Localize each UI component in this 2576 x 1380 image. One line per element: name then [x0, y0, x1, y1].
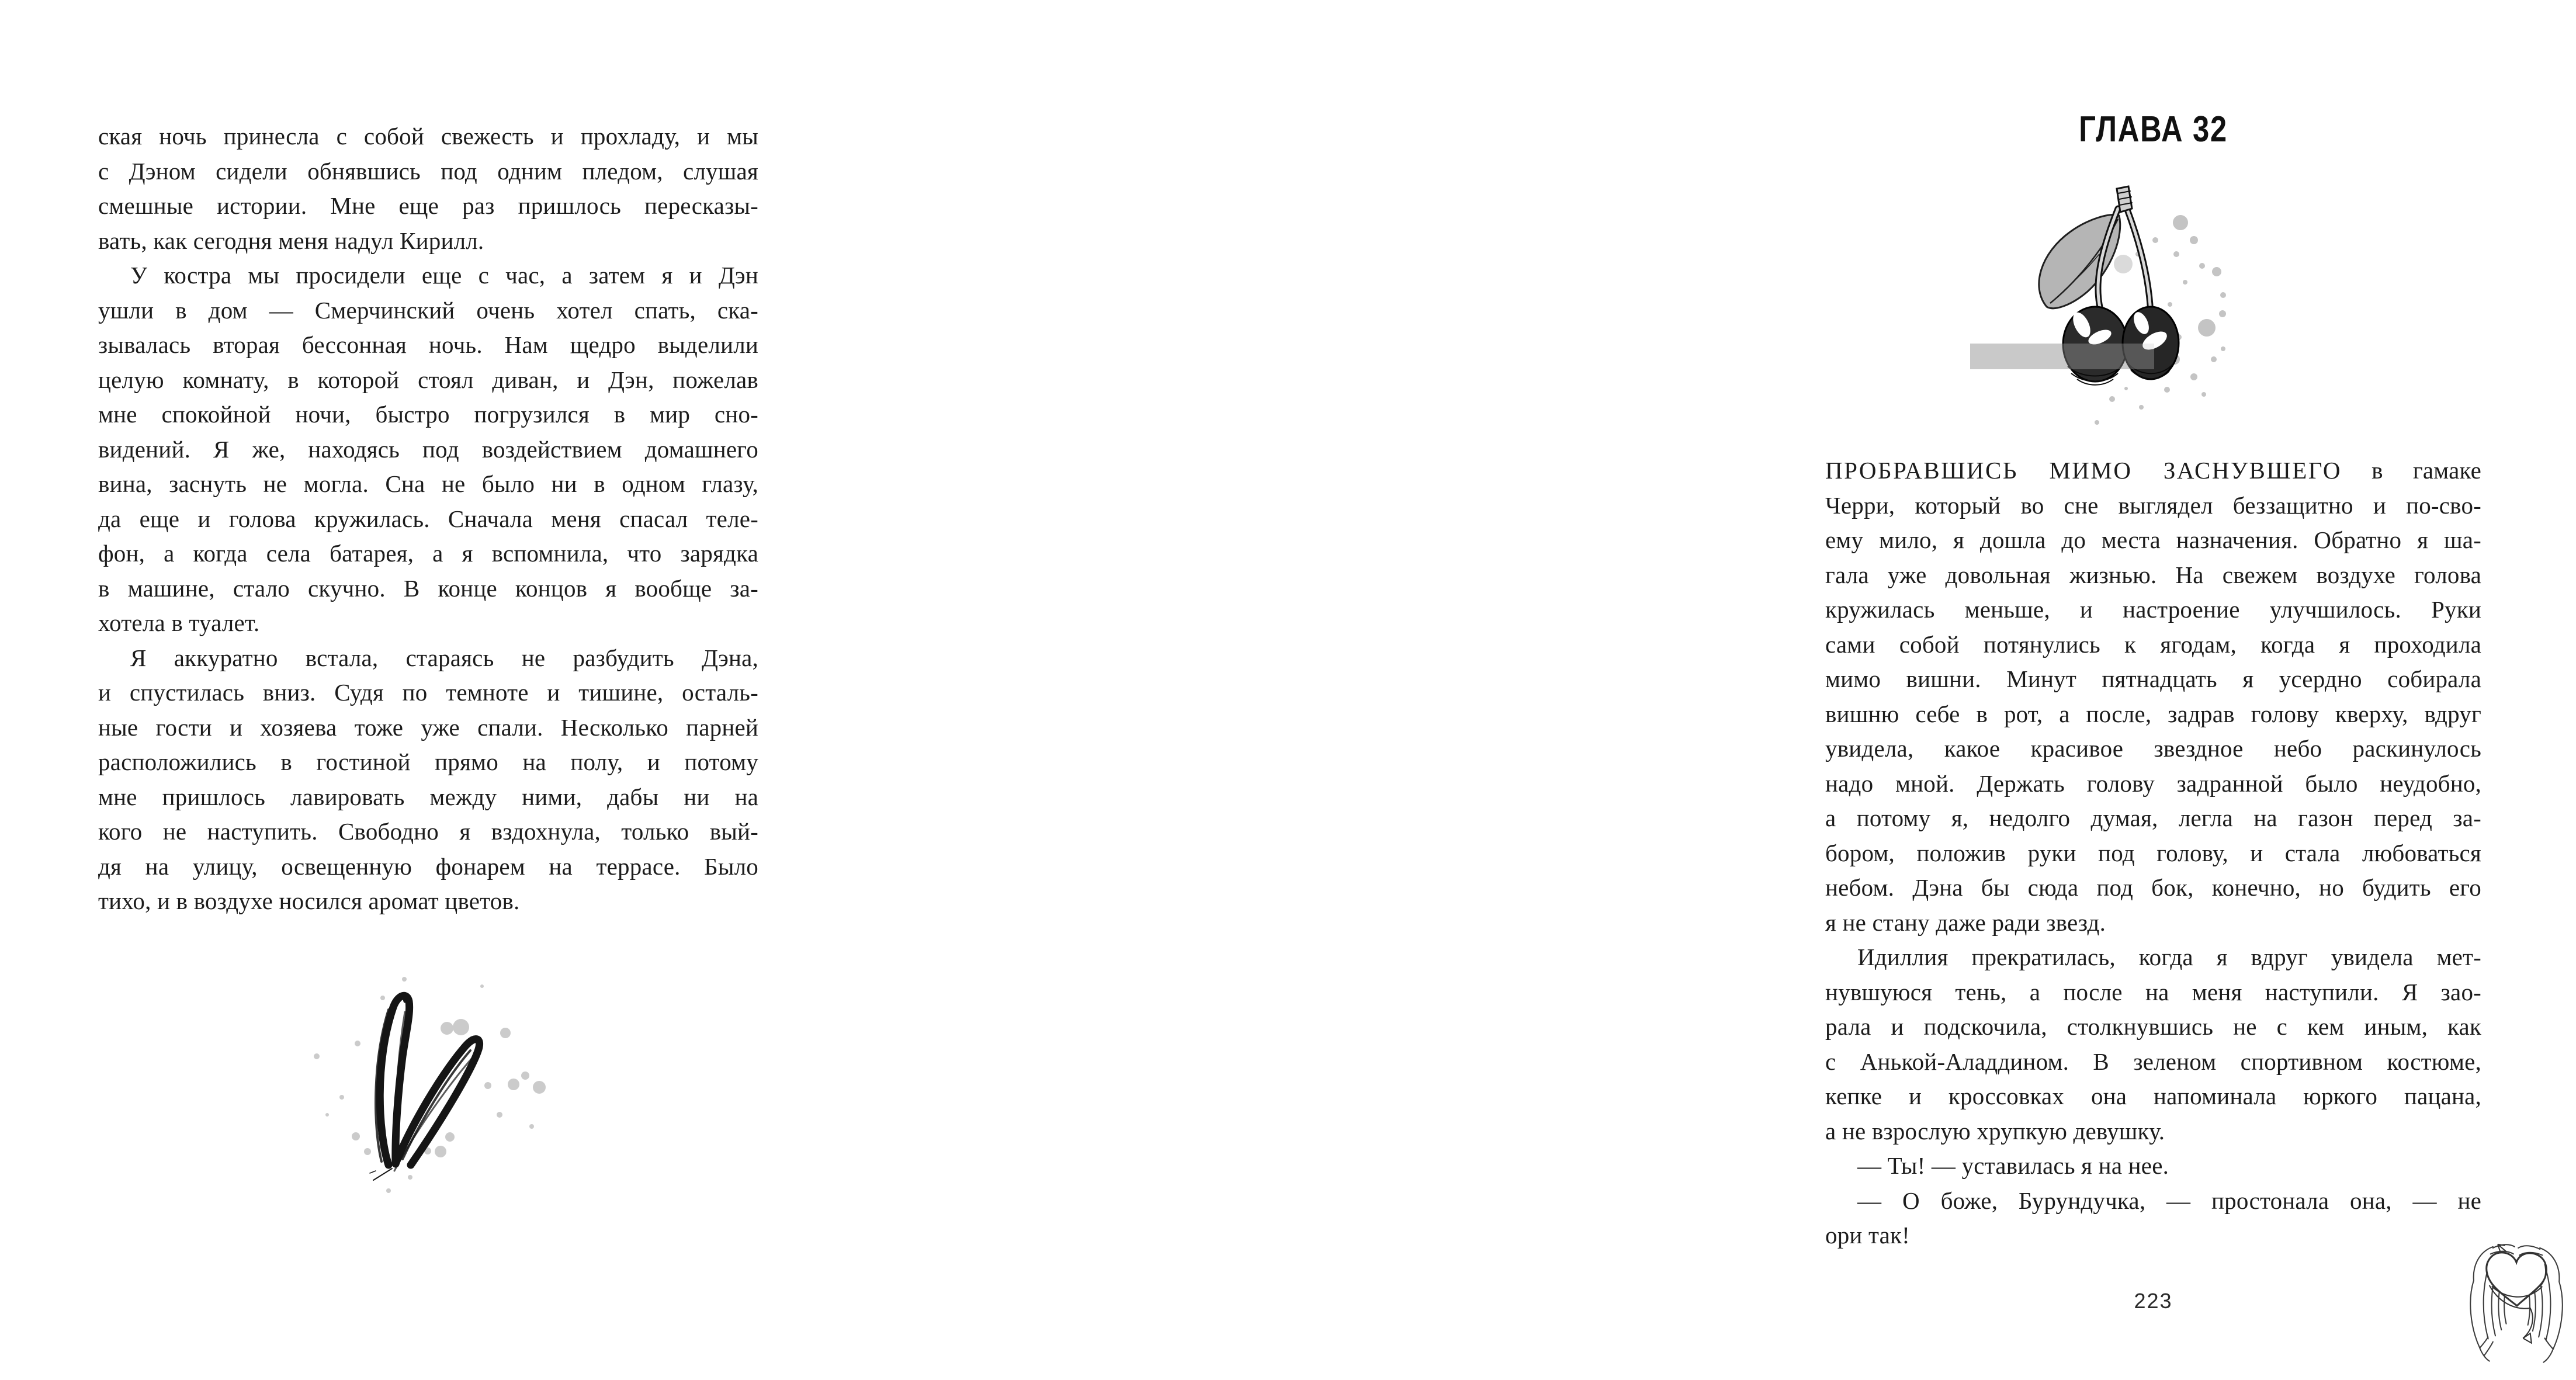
text-line: ори так! — [1825, 1222, 1910, 1249]
text-line: в машине, стало скучно. В конце концов я вообще за- — [98, 574, 758, 602]
text-line: ПРОБРАВШИСЬ МИМО ЗАСНУВШЕГО в гамаке — [1825, 457, 2481, 484]
right-page — [863, 0, 2481, 1380]
left-page-text — [98, 119, 758, 919]
paragraph — [1825, 1149, 2481, 1184]
paragraph — [1825, 1184, 2481, 1253]
text-line: мимо вишни. Минут пятнадцать я усердно собирала — [1825, 665, 2481, 692]
text-line: ская ночь принесла с собой свежесть и прохладу, и мы — [98, 123, 758, 150]
text-line: и спустилась вниз. Судя по темноте и тишине, осталь- — [98, 679, 758, 706]
paragraph — [1825, 453, 2481, 940]
splatter-dots — [314, 977, 546, 1193]
chapter-heading: ГЛАВА 32 — [2079, 109, 2228, 150]
text-line: а не взрослую хрупкую девушку. — [1825, 1117, 2165, 1145]
left-page — [0, 0, 862, 1380]
text-line: ные гости и хозяева тоже уже спали. Несколько парней — [98, 713, 758, 741]
text-line: — О боже, Бурундучка, — простонала она, — не — [1857, 1187, 2481, 1214]
cherries-illustration — [1961, 184, 2242, 435]
text-line: небом. Дэна бы сюда под бок, конечно, но будить его — [1825, 874, 2481, 901]
text-line: зывалась вторая бессонная ночь. Нам щедро выделили — [98, 331, 758, 358]
text-line: увидела, какое красивое звездное небо раскинулось — [1825, 735, 2481, 762]
paragraph — [98, 258, 758, 641]
text-line: надо мной. Держать голову задранной было неудобно, — [1825, 769, 2481, 797]
text-line: я не стану даже ради звезд. — [1825, 909, 2106, 936]
text-line: гала уже довольная жизнью. На свежем воздухе голова — [1825, 561, 2481, 588]
text-line: фон, а когда села батарея, а я вспомнила, что зарядка — [98, 540, 758, 567]
text-line: видений. Я же, находясь под воздействием домашнего — [98, 435, 758, 463]
text-line: вишню себе в рот, а после, задрав голову кверху, вдруг — [1825, 700, 2481, 727]
text-line: мне пришлось лавировать между ними, дабы ни на — [98, 783, 758, 810]
text-line: вать, как сегодня меня надул Кирилл. — [98, 227, 484, 254]
text-line: расположились в гостиной прямо на полу, и потому — [98, 748, 758, 775]
text-line: кого не наступить. Свободно я вздохнула, только вый- — [98, 818, 758, 845]
bar-overlay — [2061, 344, 2154, 369]
right-page-text — [1825, 453, 2481, 1253]
text-line: ушли в дом — Смерчинский очень хотел спать, ска- — [98, 296, 758, 324]
paragraph — [98, 119, 758, 258]
text-line: а потому я, недолго думая, легла на газон перед за- — [1825, 805, 2481, 831]
text-line: кепке и кроссовках она напоминала юркого пацана, — [1825, 1083, 2481, 1109]
text-line: вина, заснуть не могла. Сна не было ни в одном глазу, — [98, 470, 758, 497]
text-line: Я аккуратно встала, стараясь не разбудить Дэна, — [130, 644, 758, 671]
text-line: тихо, и в воздухе носился аромат цветов. — [98, 887, 520, 914]
page-number: 223 — [2134, 1289, 2173, 1313]
brush-heart-illustration — [304, 963, 555, 1197]
paragraph — [98, 641, 758, 919]
paragraph — [1825, 940, 2481, 1149]
text-line: Черри, который во сне выглядел беззащитно и по-сво- — [1825, 491, 2481, 519]
heart — [2487, 1253, 2547, 1306]
text-line: нувшуюся тень, а после на меня наступили. Я зао- — [1825, 978, 2481, 1005]
text-line: смешные истории. Мне еще раз пришлось пересказы- — [98, 192, 758, 219]
winged-heart-illustration — [2456, 1227, 2576, 1369]
text-line: — Ты! — уставилась я на нее. — [1857, 1152, 2169, 1179]
text-line: сами собой потянулись к ягодам, когда я проходила — [1825, 630, 2481, 658]
chapter-opener-caps: ПРОБРАВШИСЬ МИМО ЗАСНУВШЕГО — [1825, 457, 2342, 484]
text-line: целую комнату, в которой стоял диван, и Дэн, пожелав — [98, 366, 758, 393]
text-line: с Дэном сидели обнявшись под одним пледом, слушая — [98, 157, 758, 185]
text-line: рала и подскочила, столкнувшись не с кем иным, как — [1825, 1013, 2481, 1040]
text-line: с Анькой-Аладдином. В зеленом спортивном костюме, — [1825, 1048, 2481, 1075]
text-line: кружилась меньше, и настроение улучшилось. Руки — [1825, 596, 2481, 623]
text-line: У костра мы просидели еще с час, а затем я и Дэн — [130, 262, 758, 289]
text-line: Идиллия прекратилась, когда я вдруг увидела мет- — [1857, 944, 2481, 970]
text-line: ему мило, я дошла до места назначения. Обратно я ша- — [1825, 526, 2481, 553]
text-line: да еще и голова кружилась. Сначала меня спасал теле- — [98, 505, 758, 532]
text-line: бором, положив руки под голову, и стала любоваться — [1825, 839, 2481, 866]
text-line: дя на улицу, освещенную фонарем на террасе. Было — [98, 852, 758, 880]
text-line: хотела в туалет. — [98, 609, 260, 636]
text-line: мне спокойной ночи, быстро погрузился в мир сно- — [98, 401, 758, 428]
